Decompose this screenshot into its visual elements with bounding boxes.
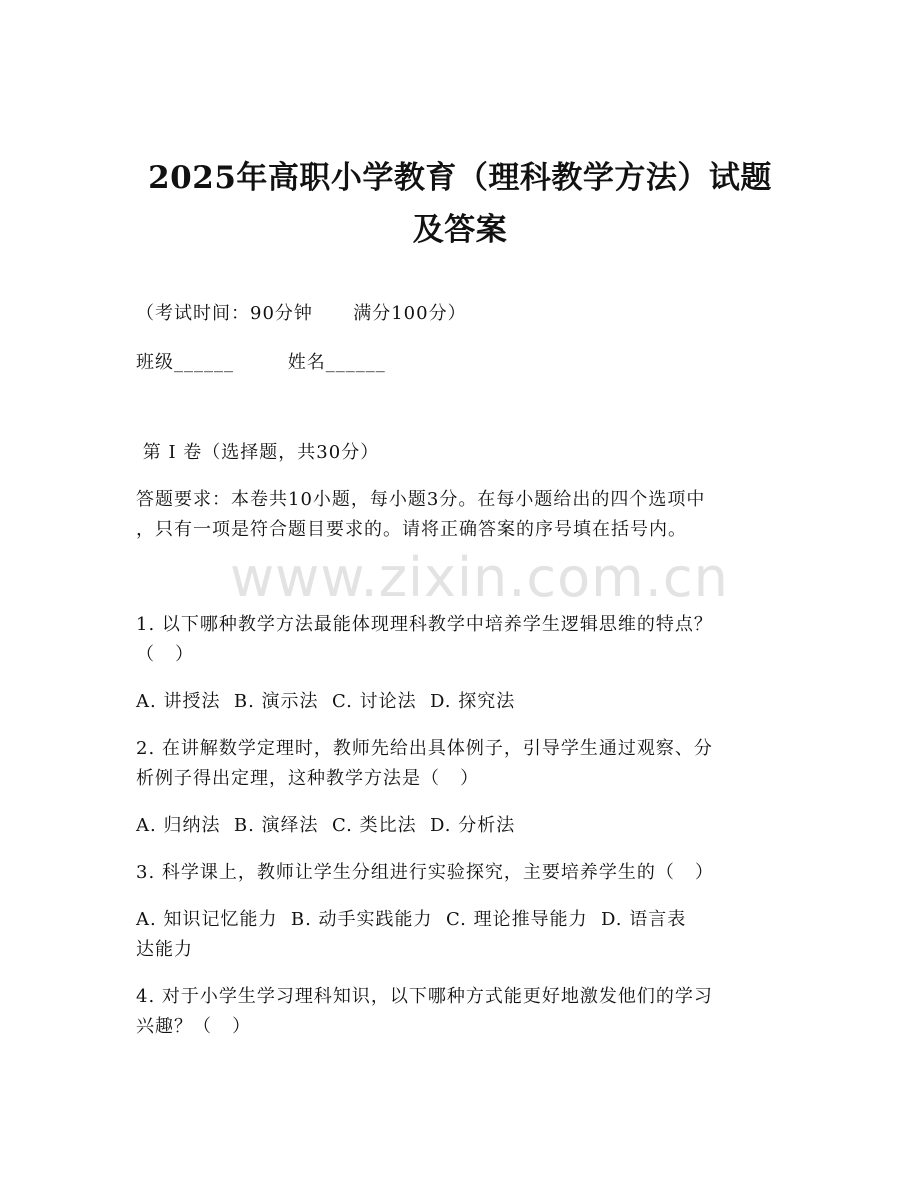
question-2-stem-line-1: 2. 在讲解数学定理时，教师先给出具体例子，引导学生通过观察、分	[136, 738, 713, 759]
title-line-1: 2025年高职小学教育（理科教学方法）试题	[148, 160, 772, 196]
question-3-stem-line-1: 3. 科学课上，教师让学生分组进行实验探究，主要培养学生的（ ）	[136, 862, 715, 883]
document-title	[120, 152, 800, 256]
section-heading: 第 I 卷（选择题，共30分）	[136, 442, 380, 463]
question-1-stem-line-2: （ ）	[136, 644, 195, 665]
question-1-stem-line-1: 1. 以下哪种教学方法最能体现理科教学中培养学生逻辑思维的特点？	[136, 614, 713, 635]
question-3-options-line-2: 达能力	[136, 939, 193, 960]
title-line-2: 及答案	[412, 212, 508, 248]
question-2-options: A. 归纳法 B. 演绎法 C. 类比法 D. 分析法	[136, 815, 516, 836]
instructions-line-1: 答题要求：本卷共10小题，每小题3分。在每小题给出的四个选项中	[136, 489, 706, 510]
question-4-stem-line-2: 兴趣？（ ）	[136, 1016, 252, 1037]
question-4-stem-line-1: 4. 对于小学生学习理科知识，以下哪种方式能更好地激发他们的学习	[136, 986, 713, 1007]
watermark: www.zixin.com.cn	[230, 546, 729, 609]
class-name-fields: 班级______ 姓名______	[136, 352, 386, 373]
question-1-options: A. 讲授法 B. 演示法 C. 讨论法 D. 探究法	[136, 691, 516, 712]
instructions-line-2: ，只有一项是符合题目要求的。请将正确答案的序号填在括号内。	[136, 519, 687, 540]
exam-info: （考试时间：90分钟 满分100分）	[136, 303, 467, 324]
question-2-stem-line-2: 析例子得出定理，这种教学方法是（ ）	[136, 768, 480, 789]
question-3-options-line-1: A. 知识记忆能力 B. 动手实践能力 C. 理论推导能力 D. 语言表	[136, 909, 687, 930]
